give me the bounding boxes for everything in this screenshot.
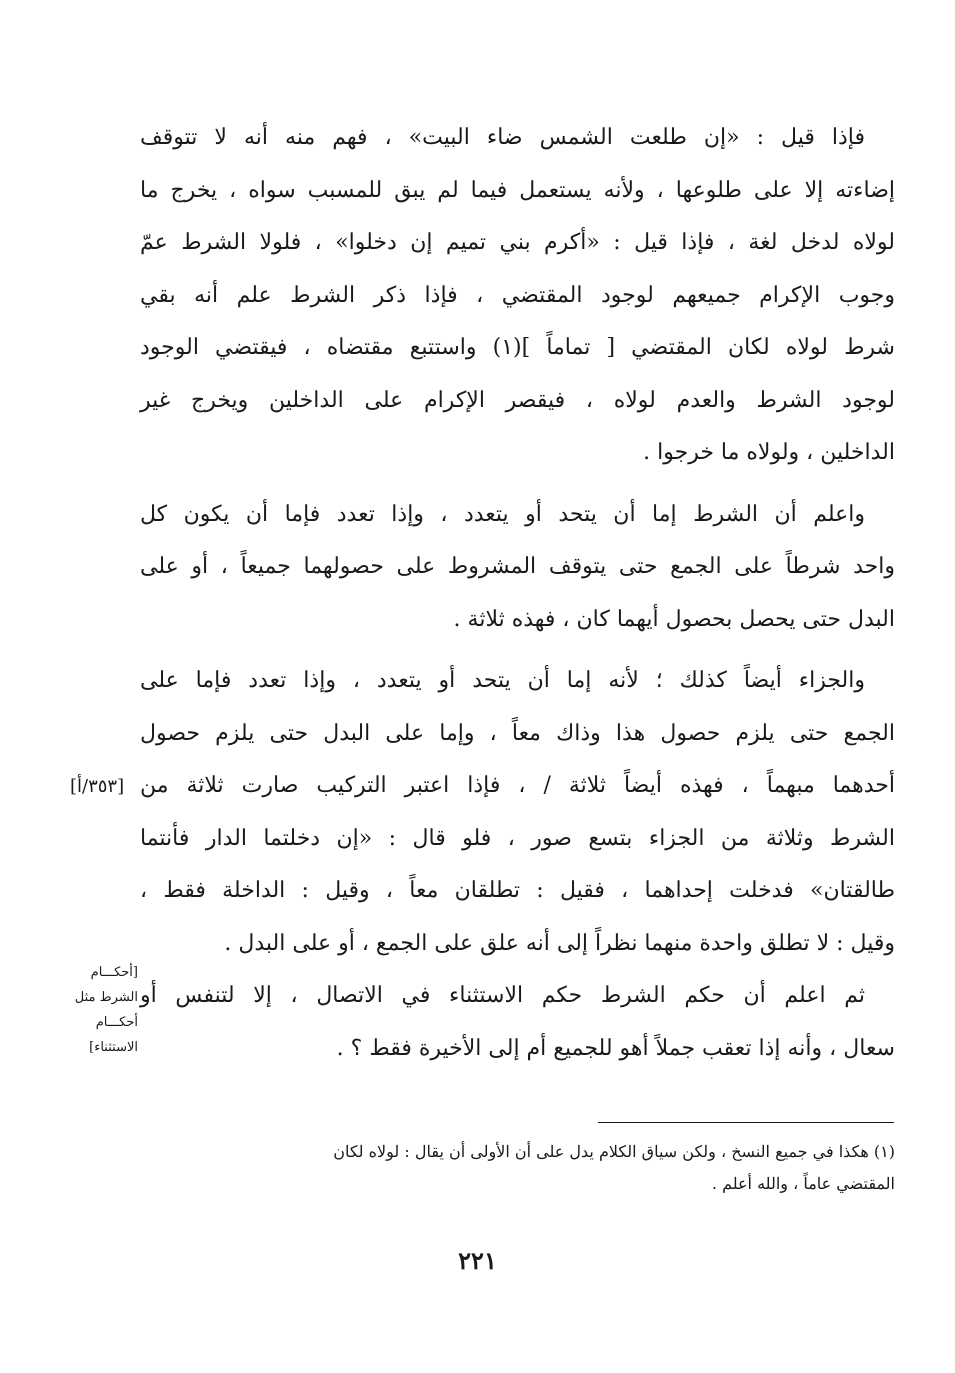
text-line: الجمع حتى يلزم حصول هذا وذاك معاً ، وإما على البدل حتى يلزم حصول bbox=[140, 720, 895, 746]
text-line: البدل حتى يحصل بحصول أيهما كان ، فهذه ثلاثة . bbox=[453, 606, 895, 632]
page-number: ٢٢١ bbox=[458, 1246, 497, 1275]
text-line: واحد شرطاً على الجمع حتى يتوقف المشروط على حصولهما جميعاً ، أو على bbox=[140, 554, 895, 579]
main-text bbox=[140, 112, 895, 1075]
text-line: وجوب الإكرام جميعهم لوجود المقتضي ، فإذا ذكر الشرط علم أنه بقي bbox=[140, 282, 895, 308]
text-line: الداخلين ، ولولاه ما خرجوا . bbox=[643, 440, 895, 465]
footnote-line: المقتضي عاماً ، والله أعلم . bbox=[711, 1174, 895, 1193]
text-line: والجزاء أيضاً كذلك ؛ لأنه إما أن يتحد أو يتعدد ، وإذا تعدد فإما على bbox=[140, 668, 865, 693]
text-line: لولاه لدخل لغة ، فإذا قيل : «أكرم بني تميم إن دخلوا» ، فلولا الشرط عمّ bbox=[140, 230, 895, 255]
text-line: الشرط وثلاثة من الجزاء بتسع صور ، فلو قال : «إن دخلتما الدار فأنتما bbox=[140, 825, 895, 851]
footnote bbox=[140, 1136, 895, 1200]
text-line: وقيل : لا تطلق واحدة منهما نظراً إلى أنه علق على الجمع ، أو على البدل . bbox=[224, 930, 895, 956]
text-line: أحدهما مبهماً ، فهذه أيضاً ثلاثة / ، فإذا اعتبر التركيب صارت ثلاثة من bbox=[140, 773, 895, 798]
paragraph-2 bbox=[140, 489, 895, 647]
text-line: إضاءته إلا على طلوعها ، ولأنه يستعمل فيما لم يبق للمسبب سواه ، يخرج ما bbox=[140, 177, 895, 203]
text-line: لوجود الشرط والعدم لولاه ، فيقصر الإكرام على الداخلين ويخرج غير bbox=[140, 387, 895, 413]
text-line: سعال ، وأنه إذا تعقب جملاً أهو للجميع أم إلى الأخيرة فقط ؟ . bbox=[336, 1035, 895, 1061]
paragraph-1 bbox=[140, 112, 895, 480]
text-line: فإذا قيل : «إن طلعت الشمس ضاء البيت» ، فهم منه أنه لا تتوقف bbox=[140, 125, 865, 150]
text-line: طالقتان» فدخلت إحداهما ، فقيل : تطلقان معاً ، وقيل : الداخلة فقط ، bbox=[140, 878, 895, 903]
margin-note-line: الشرط مثل bbox=[74, 990, 138, 1005]
text-line: ثم اعلم أن حكم الشرط حكم الاستثناء في الاتصال ، إلا لتنفس أو bbox=[140, 983, 865, 1008]
footnote-line: (١) هكذا في جميع النسخ ، ولكن سياق الكلام يدل على أن الأولى أن يقال : لولاه لكان bbox=[333, 1142, 895, 1161]
text-line: شرط لولاه لكان المقتضي [ تماماً ](١) واستتبع مقتضاه ، فيقتضي الوجود bbox=[140, 335, 895, 360]
margin-note-line: الاستثناء] bbox=[89, 1040, 138, 1055]
paragraph-4 bbox=[140, 970, 895, 1075]
manuscript-folio-marker: [٣٥٣/أ] bbox=[70, 776, 125, 797]
margin-note-line: أحكـــام bbox=[95, 1015, 138, 1030]
text-line: واعلم أن الشرط إما أن يتحد أو يتعدد ، وإذا تعدد فإما أن يكون كل bbox=[140, 501, 865, 527]
margin-note-line: [أحكـــام bbox=[90, 965, 138, 980]
footnote-divider bbox=[598, 1122, 894, 1123]
margin-heading-note bbox=[28, 960, 138, 1060]
paragraph-3 bbox=[140, 655, 895, 970]
